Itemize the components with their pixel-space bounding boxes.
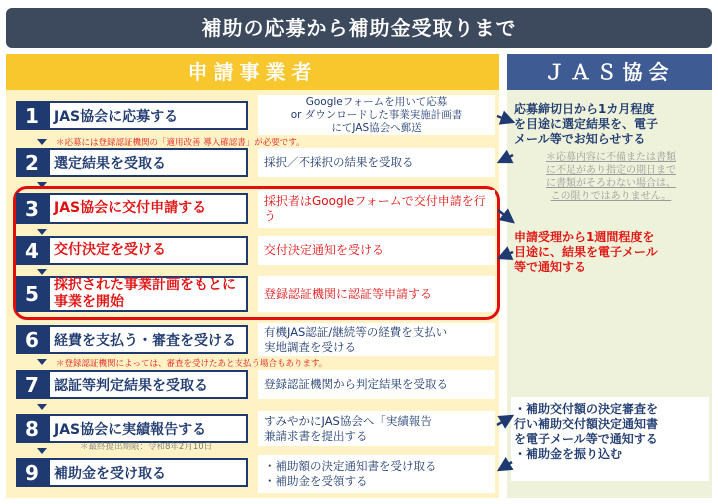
- step-8-label: JAS協会に実績報告する: [48, 414, 248, 443]
- step-6-description: 有機JAS認証/継続等の経費を支払い 実地調査を受ける: [258, 323, 495, 356]
- page-title: 補助の応募から補助金受取りまで: [6, 8, 712, 48]
- step-8-note: ＊最終提出期限：令和8年2月10日: [80, 442, 213, 452]
- applicant-column-header: 申請事業者: [6, 54, 499, 90]
- step-4-number: 4: [16, 236, 48, 265]
- step-7-number: 7: [16, 370, 48, 399]
- step-4-label: 交付決定を受ける: [48, 236, 248, 265]
- step-9-description: ・補助額の決定通知書を受け取る ・補助金を受領する: [258, 455, 495, 493]
- step-3-description: 採択者はGoogleフォームで交付申請を行う: [258, 190, 495, 228]
- jas-grant-notice: 申請受理から1週間程度を 目途に、結果を電子メール 等で通知する: [514, 230, 658, 274]
- step-6-note: ＊登録認証機関によっては、審査を受けたあと支払う場合もあります。: [56, 359, 328, 369]
- step-7-description: 登録認証機関から判定結果を受取る: [258, 370, 495, 399]
- flow-arrow: [37, 229, 47, 235]
- step-1-note: ＊応募には登録認証機関の「適用改善 導入確認書」が必要です。: [56, 138, 305, 148]
- step-2-label: 選定結果を受取る: [48, 148, 248, 177]
- step-5-label: 採択された事業計画をもとに事業を開始: [48, 276, 248, 312]
- step-1-number: 1: [16, 101, 48, 130]
- step-3-number: 3: [16, 193, 48, 224]
- step-9-number: 9: [16, 458, 48, 487]
- flow-arrow: [37, 269, 47, 275]
- step-2-number: 2: [16, 148, 48, 177]
- step-1-label: JAS協会に応募する: [48, 101, 248, 130]
- jas-selection-note: ＊応募内容に不備または書類 に不足があり指定の期日まで に書類がそろわない場合は、 この限りではありません。: [546, 152, 676, 202]
- step-9-label: 補助金を受け取る: [48, 458, 248, 487]
- step-6-number: 6: [16, 325, 48, 354]
- flow-arrow: [37, 404, 47, 410]
- flow-arrow: [37, 359, 47, 365]
- flow-arrow: [37, 448, 47, 454]
- step-6-label: 経費を支払う・審査を受ける: [48, 325, 248, 354]
- step-5-number: 5: [16, 276, 48, 312]
- step-1-description: Googleフォームを用いて応募 or ダウンロードした事業実施計画書 にてJAS協会へ郵送: [258, 95, 495, 135]
- jas-selection-notice: 応募締切日から1カ月程度 を目途に選定結果を、電子 メール等でお知らせする: [514, 102, 659, 146]
- step-4-description: 交付決定通知を受ける: [258, 236, 495, 265]
- step-7-label: 認証等判定結果を受取る: [48, 370, 248, 399]
- flow-arrow: [37, 139, 47, 145]
- step-3-label: JAS協会に交付申請する: [48, 193, 248, 224]
- jas-column-header: ＪＡＳ協会: [507, 54, 712, 90]
- step-2-description: 採択／不採択の結果を受取る: [258, 148, 495, 177]
- step-8-description: すみやかにJAS協会へ「実績報告 兼請求書を提出する: [258, 411, 495, 446]
- jas-payment-text: ・補助交付額の決定審査を 行い補助交付額決定通知書 を電子メール等で通知する ・補助金を振り込む: [514, 402, 659, 461]
- step-5-description: 登録認証機関に認証等申請する: [258, 276, 495, 312]
- step-8-number: 8: [16, 414, 48, 443]
